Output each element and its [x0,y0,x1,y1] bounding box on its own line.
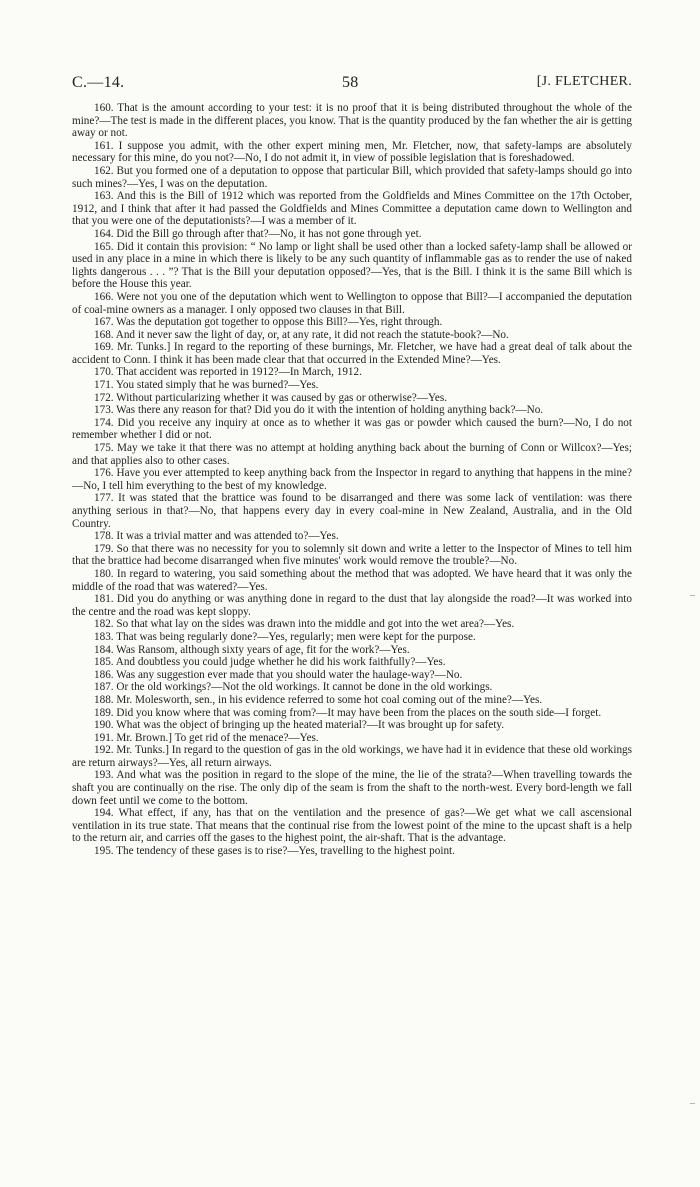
paragraph: 171. You stated simply that he was burned?—Yes. [94,379,319,392]
paragraph: 190. What was the object of bringing up the heated material?—It was brought up for safety. [94,719,505,732]
paragraph: 192. Mr. Tunks.] In regard to the question of gas in the old workings, we have had it in evidence that these old workings are return airways?—Yes, all return airways. [72,744,632,769]
paragraph: 188. Mr. Molesworth, sen., in his evidence referred to some hot coal coming out of the mine?—Yes. [94,693,543,706]
paragraph: 193. And what was the position in regard to the slope of the mine, the lie of the strata?—When travelling towards the shaft you are continually on the rise. The only dip of the seam is from the shaft to the north-west. Every bord-length we fall down feet until we come to the bottom. [72,769,632,807]
paragraph: 162. But you formed one of a deputation to oppose that particular Bill, which provided that safety-lamps should go into such mines?—Yes, I was on the deputation. [72,164,632,190]
paragraph: 172. Without particularizing whether it was caused by gas or otherwise?—Yes. [94,391,448,404]
paragraph: 182. So that what lay on the sides was drawn into the middle and got into the wet area?—Yes. [94,618,515,631]
paragraph: 166. Were not you one of the deputation which went to Wellington to oppose that Bill?—I accompanied the deputation of coal-mine owners as a manager. I only opposed two clauses in that Bill. [72,290,632,316]
paragraph: 165. Did it contain this provision: “ No lamp or light shall be used other than a locked safety-lamp shall be allowed or used in any place in a mine in which there is likely to be any such quantity of inflammable gas as to render the use of naked lights dangerous . . . ”? That is the Bill your deputation opposed?—Yes, that is the Bill. I think it is the same Bill which is before the House this year. [72,240,632,291]
margin-tick: – [690,1098,695,1109]
paragraph: 189. Did you know where that was coming from?—It may have been from the places on the south side—I forget. [94,706,602,719]
paragraph: 185. And doubtless you could judge whether he did his work faithfully?—Yes. [94,656,446,669]
paragraph: 183. That was being regularly done?—Yes, regularly; men were kept for the purpose. [94,630,476,643]
page-number: 58 [342,74,359,91]
witness-name: [J. FLETCHER. [536,74,632,89]
paragraph: 187. Or the old workings?—Not the old workings. It cannot be done in the old workings. [94,681,493,694]
paragraph: 164. Did the Bill go through after that?—No, it has not gone through yet. [94,227,422,240]
paragraph: 174. Did you receive any inquiry at once as to whether it was gas or powder which caused the burn?—No, I do not remember whether I did or not. [72,416,632,442]
paragraph: 169. Mr. Tunks.] In regard to the reporting of these burnings, Mr. Fletcher, we have had a great deal of talk about the accident to Conn. I think it has been made clear that that occurred in the Extended Mine?—Yes. [72,341,632,366]
paragraph: 186. Was any suggestion ever made that you should water the haulage-way?—No. [94,668,463,681]
page-header [72,74,632,94]
paragraph: 179. So that there was no necessity for you to solemnly sit down and write a letter to the Inspector of Mines to tell him that the brattice had become disarranged when five minutes' work would remove the trouble?—No. [72,542,632,568]
paragraph: 195. The tendency of these gases is to rise?—Yes, travelling to the highest point. [94,845,455,858]
paragraph: 176. Have you ever attempted to keep anything back from the Inspector in regard to anything that happens in the mine?—No, I tell him everything to the best of my knowledge. [72,467,632,492]
paragraph: 163. And this is the Bill of 1912 which was reported from the Goldfields and Mines Committee on the 17th October, 1912, and I think that after it had passed the Goldfields and Mines Committee a deputation came down to Wellington and that you were one of the deputationists?—I was a member of it. [72,190,632,228]
paragraph: 160. That is the amount according to your test: it is no proof that it is being distributed throughout the whole of the mine?—The test is made in the different places, you know. That is the quantity produced by the fan whether the air is getting away or not. [72,102,632,140]
paragraph: 173. Was there any reason for that? Did you do it with the intention of holding anything back?—No. [94,404,544,417]
paragraph: 180. In regard to watering, you said something about the method that was adopted. We have heard that it was only the middle of the road that was watered?—Yes. [72,567,632,593]
paragraph: 178. It was a trivial matter and was attended to?—Yes. [94,530,339,543]
document-reference: C.—14. [72,74,125,91]
margin-tick: – [690,590,695,601]
paragraph: 170. That accident was reported in 1912?—In March, 1912. [94,366,362,379]
paragraph: 167. Was the deputation got together to oppose this Bill?—Yes, right through. [94,316,443,329]
evidence-text [72,102,632,858]
paragraph: 194. What effect, if any, has that on the ventilation and the presence of gas?—We get what we call ascensional ventilation in its true state. That means that the continual rise from the lowest point of the mine to the upcast shaft is a help to the return air, and carries off the gases to the highest point, the air-shaft. That is the advantage. [72,807,632,845]
paragraph: 175. May we take it that there was no attempt at holding anything back about the burning of Conn or Willcox?—Yes; and that applies also to other cases. [72,442,632,467]
paragraph: 177. It was stated that the brattice was found to be disarranged and there was some lack of ventilation: was there anything serious in that?—No, that happens every day in every coal-mine in New Zealand, Australia, and in the Old Country. [72,492,632,530]
paragraph: 191. Mr. Brown.] To get rid of the menace?—Yes. [94,731,319,744]
paragraph: 184. Was Ransom, although sixty years of age, fit for the work?—Yes. [94,643,410,656]
paragraph: 181. Did you do anything or was anything done in regard to the dust that lay alongside the road?—It was worked into the centre and the road was kept sloppy. [72,593,632,618]
paragraph: 161. I suppose you admit, with the other expert mining men, Mr. Fletcher, now, that safety-lamps are absolutely necessary for this mine, do you not?—No, I do not admit it, in view of possible legislation that is foreshadowed. [72,139,632,165]
paragraph: 168. And it never saw the light of day, or, at any rate, it did not reach the statute-book?—No. [94,328,509,341]
